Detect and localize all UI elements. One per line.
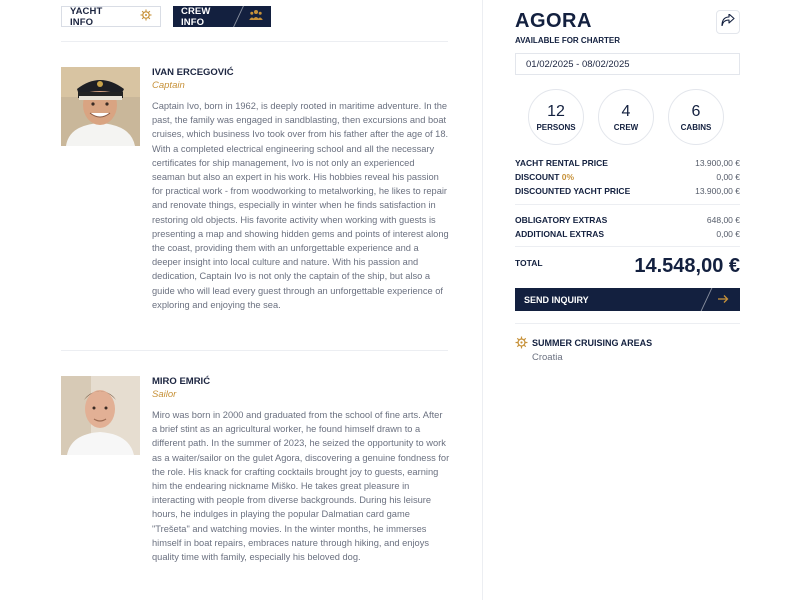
stat-label: PERSONS — [536, 123, 576, 132]
stat-crew — [598, 89, 654, 145]
price-row-obligatory-extras — [515, 215, 740, 225]
crew-name: IVAN ERCEGOVIĆ — [152, 67, 234, 78]
captain-photo — [61, 67, 140, 146]
send-inquiry-label: SEND INQUIRY — [524, 294, 589, 305]
tabs-divider — [61, 41, 448, 42]
stat-value: 4 — [621, 103, 631, 120]
section-divider — [515, 323, 740, 324]
share-button[interactable] — [716, 10, 740, 34]
price-value: 648,00 € — [706, 215, 740, 225]
crew-divider — [61, 350, 448, 351]
stat-persons — [528, 89, 584, 145]
price-value: 0,00 € — [716, 172, 740, 182]
price-row-rental — [515, 158, 740, 168]
stat-value: 12 — [547, 103, 565, 120]
tab-separator — [233, 6, 244, 27]
info-tabs — [61, 6, 271, 27]
cruising-areas-value: Croatia — [532, 352, 563, 363]
total-label: TOTAL — [515, 258, 543, 268]
price-value: 0,00 € — [716, 229, 740, 239]
price-row-discounted — [515, 186, 740, 196]
price-row-additional-extras — [515, 229, 740, 239]
total-value: 14.548,00 € — [634, 255, 740, 277]
tab-crew-info-label: CREW INFO — [181, 5, 211, 28]
stat-cabins — [668, 89, 724, 145]
crew-icon — [249, 9, 263, 24]
price-row-discount — [515, 172, 740, 182]
crew-bio: Miro was born in 2000 and graduated from the school of fine arts. After a brief stint as an agricultural worker, he found himself drawn to a different path. In the summer of 2023, he seized the opportunity to work as a waiter/sailor on the gulet Agora, discovering a genuine fondness for the role. His knack for crafting cocktails brought joy to guests, earning him the endearing nickname Miško. He takes great pleasure in interacting with people from diverse backgrounds. During his leisure hours, he indulges in playing the popular Dalmatian card game "Trešeta" and watching movies. In the winter months, he immerses himself in boat repairs, embraces nature through hiking, and enjoys quality time with family, especially his beloved dog. — [152, 410, 450, 563]
availability-status: AVAILABLE FOR CHARTER — [515, 36, 621, 45]
sailor-photo — [61, 376, 140, 455]
button-separator — [701, 288, 713, 311]
price-label: YACHT RENTAL PRICE — [515, 158, 608, 168]
crew-name: MIRO EMRIĆ — [152, 376, 211, 387]
crew-role: Sailor — [152, 389, 177, 400]
tab-yacht-info[interactable] — [61, 6, 161, 27]
crew-member-captain — [61, 67, 451, 337]
price-value: 13.900,00 € — [695, 186, 740, 196]
price-label: DISCOUNTED YACHT PRICE — [515, 186, 631, 196]
price-label: OBLIGATORY EXTRAS — [515, 215, 608, 225]
stat-label: CABINS — [680, 123, 712, 132]
crew-bio: Captain Ivo, born in 1962, is deeply rooted in maritime adventure. In the past, the family was engaged in sandblasting, then excursions and boat cruises, which business Ivo took over from his father after the age of 18. With a completed electrical engineering school and all the necessary certificates for ship management, Ivo is not only an experienced seaman but also an expert in his work. His hobbies reveal his passion for practical work - from woodworking to metalworking, he likes to repair and renovate things, especially in winter when he finds satisfaction in restoring old objects. His favorite activity when working with guests is presenting a map and showing hidden gems and points of interest along the coast, providing them with an unforgettable experience and a deeper insight into local culture and nature. With his passion and dedication, Captain Ivo is not only the captain of the ship, but also a guide who will lead every guest through an unforgettable experience of exploring and enjoying the sea. — [152, 101, 449, 310]
price-value: 13.900,00 € — [695, 158, 740, 168]
stat-label: CREW — [613, 123, 639, 132]
column-divider — [482, 0, 483, 600]
price-divider — [515, 204, 740, 205]
share-icon — [721, 13, 735, 31]
arrow-right-icon — [717, 293, 729, 307]
price-label — [515, 172, 574, 182]
crew-member-sailor — [61, 376, 451, 586]
discount-percent: 0% — [561, 172, 575, 182]
price-divider — [515, 246, 740, 247]
date-range-picker[interactable]: 01/02/2025 - 08/02/2025 — [515, 53, 740, 75]
stat-value: 6 — [691, 103, 701, 120]
discount-label: DISCOUNT — [515, 172, 560, 182]
tab-yacht-info-label: YACHT INFO — [70, 5, 103, 28]
cruising-areas-title: SUMMER CRUISING AREAS — [532, 338, 653, 348]
tab-crew-info[interactable] — [173, 6, 271, 27]
ship-wheel-icon — [140, 9, 152, 24]
crew-role: Captain — [152, 80, 185, 91]
price-label: ADDITIONAL EXTRAS — [515, 229, 605, 239]
ship-wheel-icon — [515, 336, 528, 354]
yacht-title: AGORA — [515, 10, 592, 32]
send-inquiry-button[interactable] — [515, 288, 740, 311]
